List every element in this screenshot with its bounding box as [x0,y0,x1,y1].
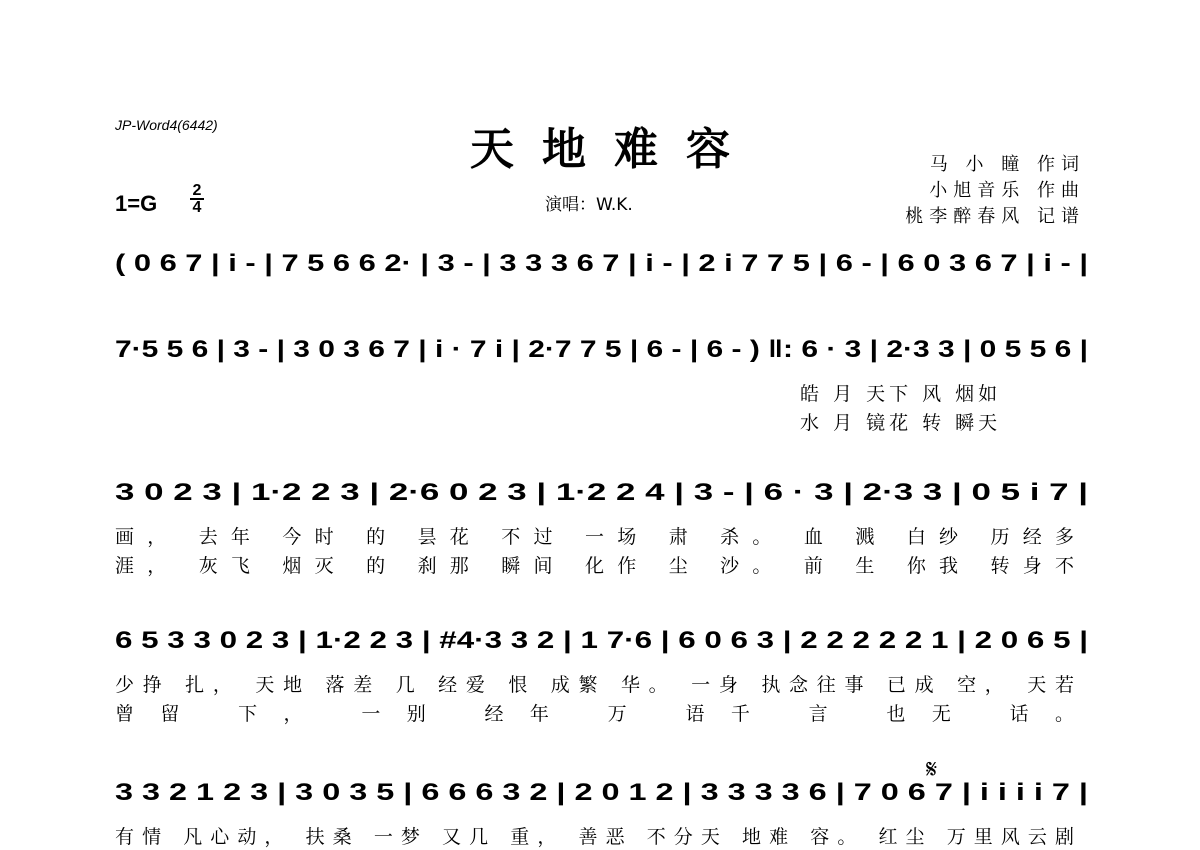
lyric-line: 皓 月 天下 风 烟如 [800,383,1002,405]
segno-icon: 𝄋 [926,755,938,785]
score-row [115,627,1088,725]
notes-line: 7·5 5 6 | 3 - | 3 0 3 6 7 | i · 7 i | 2·7 7 5 | 6 - | 6 - ) ‖: 6 · 3 | 2·3 3 | 0 5 5 6 | [115,336,1088,363]
notes-line: 3 3 2 1 2 3 | 3 0 3 5 | 6 6 6 3 2 | 2 0 1 2 | 3 3 3 3 6 | 7 0 6 7 | i i i i 7 | [115,779,1088,806]
lyric-line: 曾留 下， 一别 经年 万 语千 言 也无 话。 [115,703,1078,725]
score-row [115,479,1088,577]
notes-line: ( 0 6 7 | i - | 7 5 6 6 2· | 3 - | 3 3 3 6 7 | i - | 2 i 7 7 5 | 6 - | 6 0 3 6 7 | i - | [115,250,1088,277]
time-signature-top: 2 [192,182,202,199]
notes-line: 3 0 2 3 | 1·2 2 3 | 2·6 0 2 3 | 1·2 2 4 | 3 - | 6 · 3 | 2·3 3 | 0 5 i 7 | [115,479,1088,506]
score-row [115,779,1088,848]
transcriber-credit: 桃李醉春风 记谱 [905,206,1085,227]
lyric-line: 涯， 灰飞 烟灭 的 刹那 瞬间 化作 尘 沙。 前 生 你我 转身不 [115,555,1078,577]
score-row [115,336,1088,434]
singer-credit: 演唱：W.K. [545,195,633,215]
lyric-line: 有情 凡心动， 扶桑 一梦 又几 重， 善恶 不分天 地难 容。 红尘 万里风云剧 [115,826,1078,848]
lyric-line: 画， 去年 今时 的 昙花 不过 一场 肃 杀。 血 溅 白纱 历经多 [115,526,1078,548]
composer-credit: 小旭音乐 作曲 [929,180,1085,201]
software-label: JP-Word4(6442) [115,117,218,133]
lyric-line: 水 月 镜花 转 瞬天 [800,412,1002,434]
notes-line: 6 5 3 3 0 2 3 | 1·2 2 3 | #4·3 3 2 | 1 7·6 | 6 0 6 3 | 2 2 2 2 2 1 | 2 0 6 5 | [115,627,1088,654]
key-signature: 1=G [115,191,158,216]
score-row [115,250,1088,279]
lyricist-credit: 马 小 瞳 作词 [929,154,1085,175]
lyric-line: 少挣 扎， 天地 落差 几 经爱 恨 成繁 华。 一身 执念往事 已成 空， 天若 [115,674,1078,696]
time-signature-bottom: 4 [192,199,202,216]
page-title: 天地难容 [470,124,758,175]
